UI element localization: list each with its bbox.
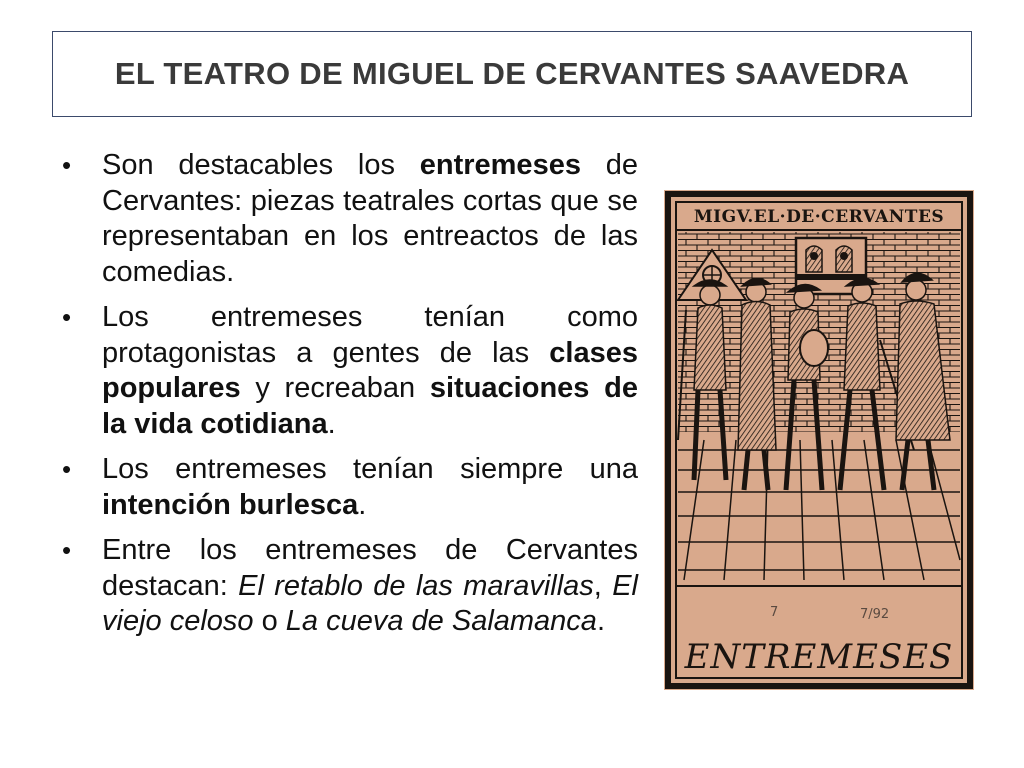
bullet-icon: • [62, 535, 72, 565]
bullet-text: . [358, 488, 367, 521]
bullet-item [62, 452, 638, 523]
bullet-bold-text: clases populares [102, 336, 638, 404]
bullet-icon: • [62, 454, 72, 484]
bullet-bold-text: situaciones de la vida cotidiana [102, 372, 638, 440]
bullet-italic-text: El retablo de las maravillas [238, 569, 594, 602]
bullet-text: Entre los entremeses de Cervantes destacan: [102, 534, 638, 602]
title-box [52, 31, 972, 117]
bullet-text: Son destacables los [102, 149, 420, 181]
bullet-text: Los entremeses tenían siempre una [102, 453, 638, 485]
bullet-icon: • [62, 150, 72, 180]
page-title: EL TEATRO DE MIGUEL DE CERVANTES SAAVEDRA [114, 56, 910, 91]
bullet-italic-text: La cueva de Salamanca [285, 605, 597, 637]
bullet-italic-text: El viejo celoso [102, 569, 638, 637]
woodcut-annotation-2: 7/92 [860, 607, 890, 622]
bullet-text: . [327, 407, 336, 440]
bullet-bold-text: intención burlesca [102, 488, 359, 521]
bullet-text: . [596, 605, 605, 637]
entremeses-woodcut-image [664, 190, 974, 690]
bullet-bold-text: entremeses [419, 149, 581, 181]
bullet-text: Los entremeses tenían como protagonistas a gentes de las [102, 301, 638, 369]
bullet-text: o [253, 605, 286, 637]
bullet-item [62, 148, 638, 290]
bullet-text: de Cervantes: piezas teatrales cortas que se representaban en los entreactos de las comedias. [102, 149, 638, 288]
bullet-text: , [593, 569, 613, 602]
bullet-item [62, 533, 638, 640]
bullet-text: y recreaban [240, 372, 430, 404]
bullet-icon: • [62, 302, 72, 332]
bullet-list [62, 148, 638, 650]
woodcut-header-text: MIGV.EL·DE·CERVANTES [693, 207, 945, 227]
woodcut-annotation-1: 7 [770, 605, 779, 620]
woodcut-footer-text: ENTREMESES [684, 637, 954, 677]
bullet-item [62, 300, 638, 442]
